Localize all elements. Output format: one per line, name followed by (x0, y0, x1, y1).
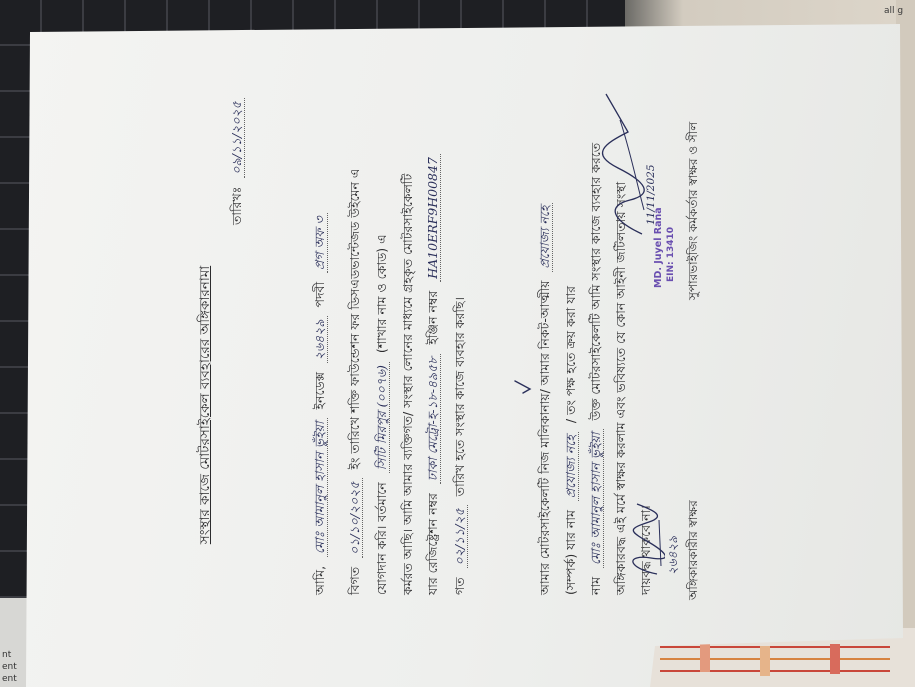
seller-suffix: উক্ত মোটরসাইকেলটি আমি সংস্থার কাজে ব্যবহার করতে (588, 142, 603, 421)
usage-date: ০২/১১/২৫ (452, 505, 468, 568)
seller-prefix: নাম (588, 576, 603, 595)
date-label: তারিখঃ (229, 186, 244, 225)
joining-prefix: বিগত (347, 566, 362, 595)
applicant-index: ২৬৪২৯ (666, 536, 680, 575)
stamp-name: MD. Juyel Rana (653, 207, 664, 288)
relative-value: প্রযোজ্য নহে (537, 203, 553, 272)
date-value: ০৯/১১/২০২৫ (229, 98, 245, 177)
relation-suffix: / তং পক্ষ হতে ক্রয় করা যার (563, 285, 578, 424)
background-text-fragment: all g (884, 6, 904, 16)
document-title: সংস্থার কাজে মোটরসাইকেল ব্যবহারের অঙ্গিকারনামা (197, 265, 213, 545)
designation-label: পদবী (312, 281, 327, 308)
registration-label: যার রেজিষ্ট্রেশন নম্বর (425, 493, 440, 595)
seller-name: মোঃ আমানুল হাসান ভুঁইয়া (588, 430, 604, 568)
date-line (228, 98, 246, 225)
stamp-ein: EIN: 13410 (666, 226, 676, 282)
engine-label: ইঞ্জিন নম্বর (425, 290, 440, 345)
registration-line (424, 154, 442, 595)
branch-line (373, 234, 391, 595)
index-label: ইনডেক্স (312, 372, 327, 410)
supervisor-sign-date: 11/11/2025 (645, 164, 657, 225)
relation-prefix: (সম্পর্ক) যার নাম (563, 510, 578, 595)
joining-line (346, 169, 364, 595)
background-text-fragment: ent (2, 674, 17, 684)
branch-prefix: যোগদান করি। বর্তমানে (374, 482, 389, 595)
undertaking-document (25, 30, 905, 680)
usage-prefix: গত (452, 577, 467, 595)
index-value: ২৬৪২৯ (312, 317, 328, 364)
engine-value: HA10ERF9H00847 (425, 154, 441, 282)
supervisor-signature-label: সুপারভাইজিং কর্মকর্তার স্বাক্ষর ও সীল (686, 121, 700, 300)
registration-value: ঢাকা মেট্রো-হ-১৮-৪৯৫৮ (425, 354, 441, 484)
applicant-prefix: আমি, (312, 565, 327, 595)
usage-line (451, 297, 469, 595)
joining-suffix: ইং তারিখে শক্তি ফাউন্ডেশন ফর ডিসএডভান্টেজড উইমেন এ (347, 168, 362, 470)
applicant-signature-label: অঙ্গিকারকারীর স্বাক্ষর (686, 500, 700, 600)
ownership-text: আমার মোটরসাইকেলটি নিজ মালিকানায়/ আমার নিকট-আত্মীয় (537, 280, 552, 595)
joining-date: ০১/১০/২০২৫ (347, 479, 363, 558)
applicant-signature (623, 500, 665, 580)
background-text-fragment: nt (2, 650, 12, 660)
check-mark-icon (514, 379, 532, 395)
applicant-line (311, 213, 329, 595)
background-text-fragment: ent (2, 662, 17, 672)
body-line: দায়বদ্ধ থাকবে না। (638, 505, 653, 595)
relative-name: প্রযোজ্য নহে (563, 432, 579, 501)
applicant-name: মোঃ আমানুল হাসান ভুঁইয়া (312, 418, 328, 556)
relation-line (562, 286, 580, 595)
designation-value: প্রগ অফ ৩ (312, 213, 328, 273)
branch-suffix: (শাখার নাম ও কোড) এ (374, 234, 389, 354)
usage-suffix: তারিখ হতে সংস্থার কাজে ব্যবহার করছি। (452, 296, 467, 497)
body-line: অঙ্গিকারবদ্ধ এই মর্মে স্বাক্ষর করলাম এবং ভবিষ্যতে যে কোন আইনী জটিলতায় সংস্থা (613, 181, 628, 595)
branch-value: সিটি মিরপুর (০০৭৬) (374, 362, 390, 473)
ownership-line (536, 203, 554, 595)
body-line: কর্মরত আছি। আমি আমার ব্যক্তিগত/ সংস্থার লোনের মাধ্যমে গ্রহকৃত মোটরসাইকেলটি (400, 173, 415, 595)
